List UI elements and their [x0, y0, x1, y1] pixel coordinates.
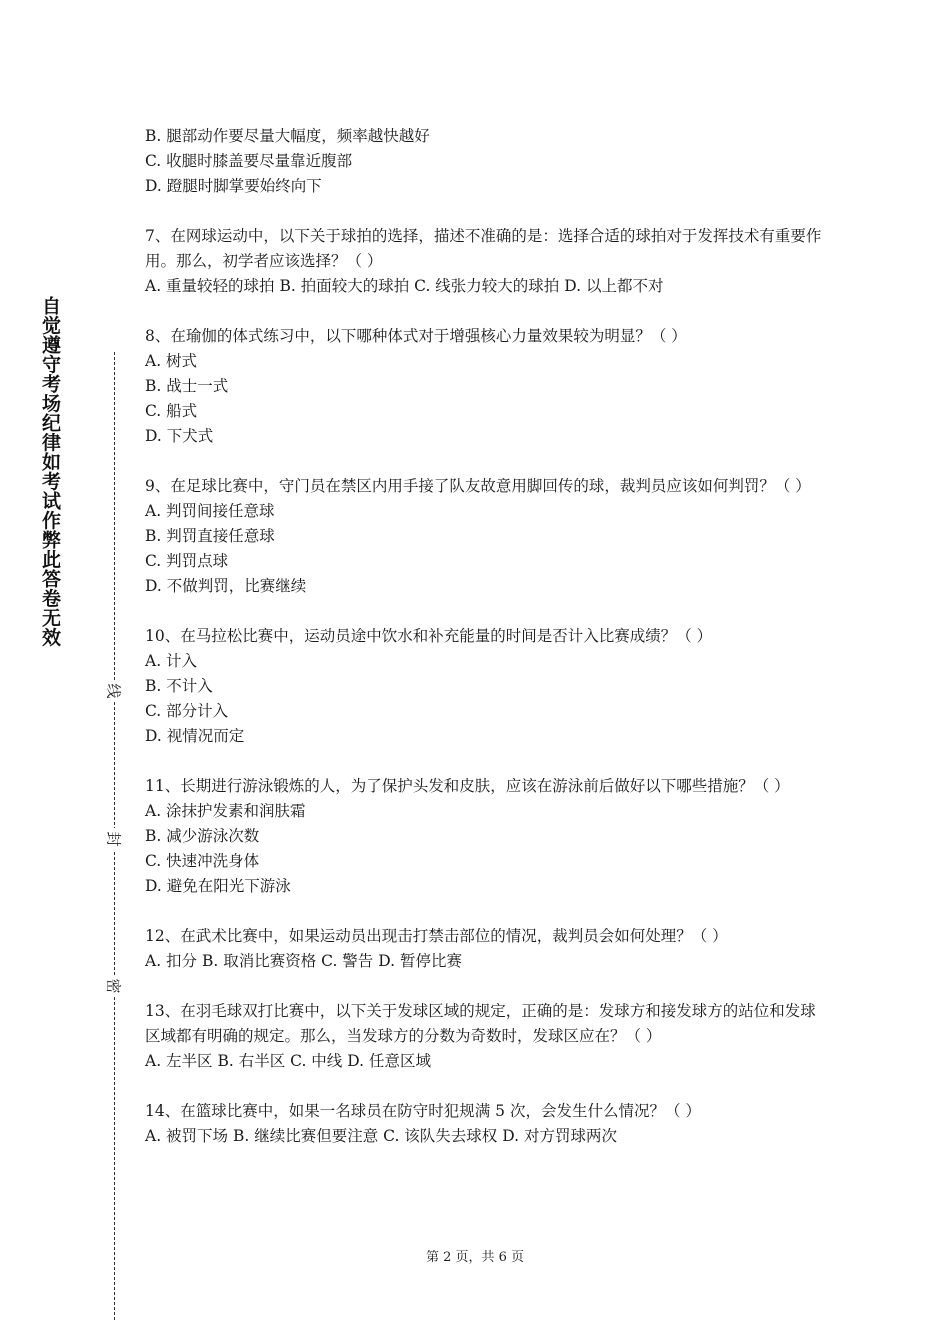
option-line: B. 减少游泳次数	[145, 827, 260, 845]
option-line: C. 判罚点球	[145, 552, 229, 570]
option-line: B. 战士一式	[145, 377, 229, 395]
options-inline: A. 被罚下场 B. 继续比赛但要注意 C. 该队失去球权 D. 对方罚球两次	[145, 1127, 617, 1145]
options-inline: A. 重量较轻的球拍 B. 拍面较大的球拍 C. 线张力较大的球拍 D. 以上都不对	[145, 277, 664, 295]
option-line: C. 船式	[145, 402, 198, 420]
option-line: C. 部分计入	[145, 702, 229, 720]
question-8	[145, 324, 825, 449]
question-7	[145, 224, 825, 299]
binding-mark-seal: 封	[104, 828, 124, 850]
exam-content	[145, 124, 825, 1149]
question-stem: 10、在马拉松比赛中，运动员途中饮水和补充能量的时间是否计入比赛成绩？（ ）	[145, 627, 713, 645]
binding-mark-secret: 密	[104, 975, 124, 997]
option-line: D. 蹬腿时脚掌要始终向下	[145, 177, 322, 195]
page-footer: 第 2 页，共 6 页	[425, 1250, 525, 1265]
question-stem: 7、在网球运动中，以下关于球拍的选择，描述不准确的是：选择合适的球拍对于发挥技术有重要作用。那么，初学者应该选择？（ ）	[145, 227, 822, 270]
question-stem: 9、在足球比赛中，守门员在禁区内用手接了队友故意用脚回传的球，裁判员应该如何判罚？（ ）	[145, 477, 811, 495]
option-line: A. 计入	[145, 652, 198, 670]
continued-options	[145, 124, 825, 199]
question-12	[145, 924, 825, 974]
option-line: D. 下犬式	[145, 427, 214, 445]
option-line: B. 判罚直接任意球	[145, 527, 275, 545]
option-line: C. 快速冲洗身体	[145, 852, 260, 870]
option-line: C. 收腿时膝盖要尽量靠近腹部	[145, 152, 353, 170]
question-stem: 14、在篮球比赛中，如果一名球员在防守时犯规满 5 次，会发生什么情况？（ ）	[145, 1102, 701, 1120]
option-line: D. 避免在阳光下游泳	[145, 877, 291, 895]
option-line: A. 涂抹护发素和润肤霜	[145, 802, 306, 820]
question-stem: 8、在瑜伽的体式练习中，以下哪种体式对于增强核心力量效果较为明显？（ ）	[145, 327, 687, 345]
option-line: B. 腿部动作要尽量大幅度，频率越快越好	[145, 127, 430, 145]
options-inline: A. 扣分 B. 取消比赛资格 C. 警告 D. 暂停比赛	[145, 952, 462, 970]
question-stem: 12、在武术比赛中，如果运动员出现击打禁击部位的情况，裁判员会如何处理？（ ）	[145, 927, 728, 945]
option-line: B. 不计入	[145, 677, 213, 695]
question-14	[145, 1099, 825, 1149]
question-stem: 13、在羽毛球双打比赛中，以下关于发球区域的规定，正确的是：发球方和接发球方的站位和发球区域都有明确的规定。那么，当发球方的分数为奇数时，发球区应在？（ ）	[145, 1002, 816, 1045]
binding-mark-line: 线	[104, 680, 124, 702]
option-line: D. 不做判罚，比赛继续	[145, 577, 307, 595]
question-stem: 11、长期进行游泳锻炼的人，为了保护头发和皮肤，应该在游泳前后做好以下哪些措施？（ ）	[145, 777, 790, 795]
option-line: A. 判罚间接任意球	[145, 502, 275, 520]
option-line: D. 视情况而定	[145, 727, 245, 745]
question-11	[145, 774, 825, 899]
question-9	[145, 474, 825, 599]
options-inline: A. 左半区 B. 右半区 C. 中线 D. 任意区域	[145, 1052, 431, 1070]
question-13	[145, 999, 825, 1074]
option-line: A. 树式	[145, 352, 198, 370]
question-10	[145, 624, 825, 749]
exam-discipline-warning: 自觉遵守考场纪律如考试作弊此答卷无效	[39, 296, 61, 647]
